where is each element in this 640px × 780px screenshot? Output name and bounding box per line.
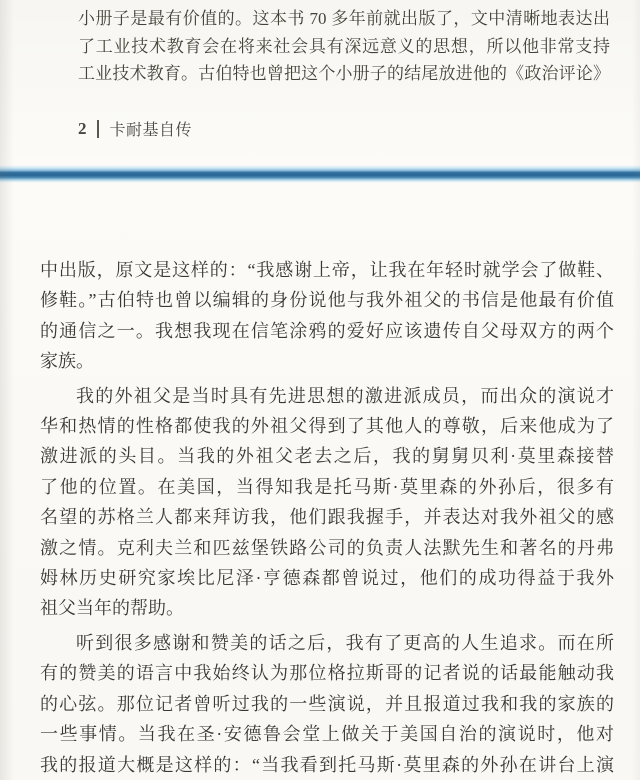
page-edge-band — [0, 165, 640, 183]
text-line: 我的外祖父是当时具有先进思想的激进派成员，而出众的演说才 — [76, 385, 614, 406]
text-line: 家族。 — [40, 351, 94, 372]
text-line: 了工业技术教育会在将来社会具有深远意义的思想，所以他非常支持 — [78, 36, 610, 56]
page-footer — [78, 117, 192, 140]
previous-page-text — [78, 5, 610, 88]
text-line: 了他的位置。在美国，当得知我是托马斯·莫里森的外孙后，很多有 — [40, 476, 614, 497]
text-line: 有的赞美的语言中我始终认为那位格拉斯哥的记者说的话最能触动我 — [40, 663, 614, 684]
text-line: 一些事情。当我在圣·安德鲁会堂上做关于美国自治的演说时，他对 — [40, 724, 614, 745]
previous-page — [0, 0, 640, 166]
book-title: 卡耐基自传 — [109, 122, 193, 139]
text-line: 修鞋。”古伯特也曾以编辑的身份说他与我外祖父的书信是他最有价值 — [40, 290, 614, 311]
text-line: 名望的苏格兰人都来拜访我，他们跟我握手，并表达对我外祖父的感 — [40, 507, 614, 528]
text-line: 小册子是最有价值的。这本书 70 多年前就出版了，文中清晰地表达出 — [78, 9, 610, 28]
text-line: 的通信之一。我想我现在信笔涂鸦的爱好应该遗传自父母双方的两个 — [40, 320, 614, 341]
text-line: 姆林历史研究家埃比尼泽·亨德森都曾说过，他们的成功得益于我外 — [40, 568, 614, 589]
current-page-text — [40, 255, 614, 780]
text-line: 的心弦。那位记者曾听过我的一些演说，并且报道过我和我的家族的 — [40, 693, 614, 714]
text-line: 激进派的头目。当我的外祖父老去之后，我的舅舅贝利·莫里森接替 — [40, 446, 614, 467]
page-number: 2 — [78, 118, 87, 138]
text-line: 祖父当年的帮助。 — [40, 598, 184, 619]
text-line: 我的报道大概是这样的：“当我看到托马斯·莫里森的外孙在讲台上演 — [40, 754, 614, 775]
text-line: 工业技术教育。古伯特也曾把这个小册子的结尾放进他的《政治评论》 — [78, 64, 610, 83]
text-line: 华和热情的性格都使我的外祖父得到了其他人的尊敬，后来他成为了 — [40, 416, 614, 437]
footer-divider — [97, 120, 99, 138]
current-page — [0, 183, 640, 780]
text-line: 激之情。克利夫兰和匹兹堡铁路公司的负责人法默先生和著名的丹弗 — [40, 537, 614, 558]
text-line: 中出版，原文是这样的：“我感谢上帝，让我在年轻时就学会了做鞋、 — [40, 260, 614, 280]
text-line: 听到很多感谢和赞美的话之后，我有了更高的人生追求。而在所 — [76, 632, 614, 653]
